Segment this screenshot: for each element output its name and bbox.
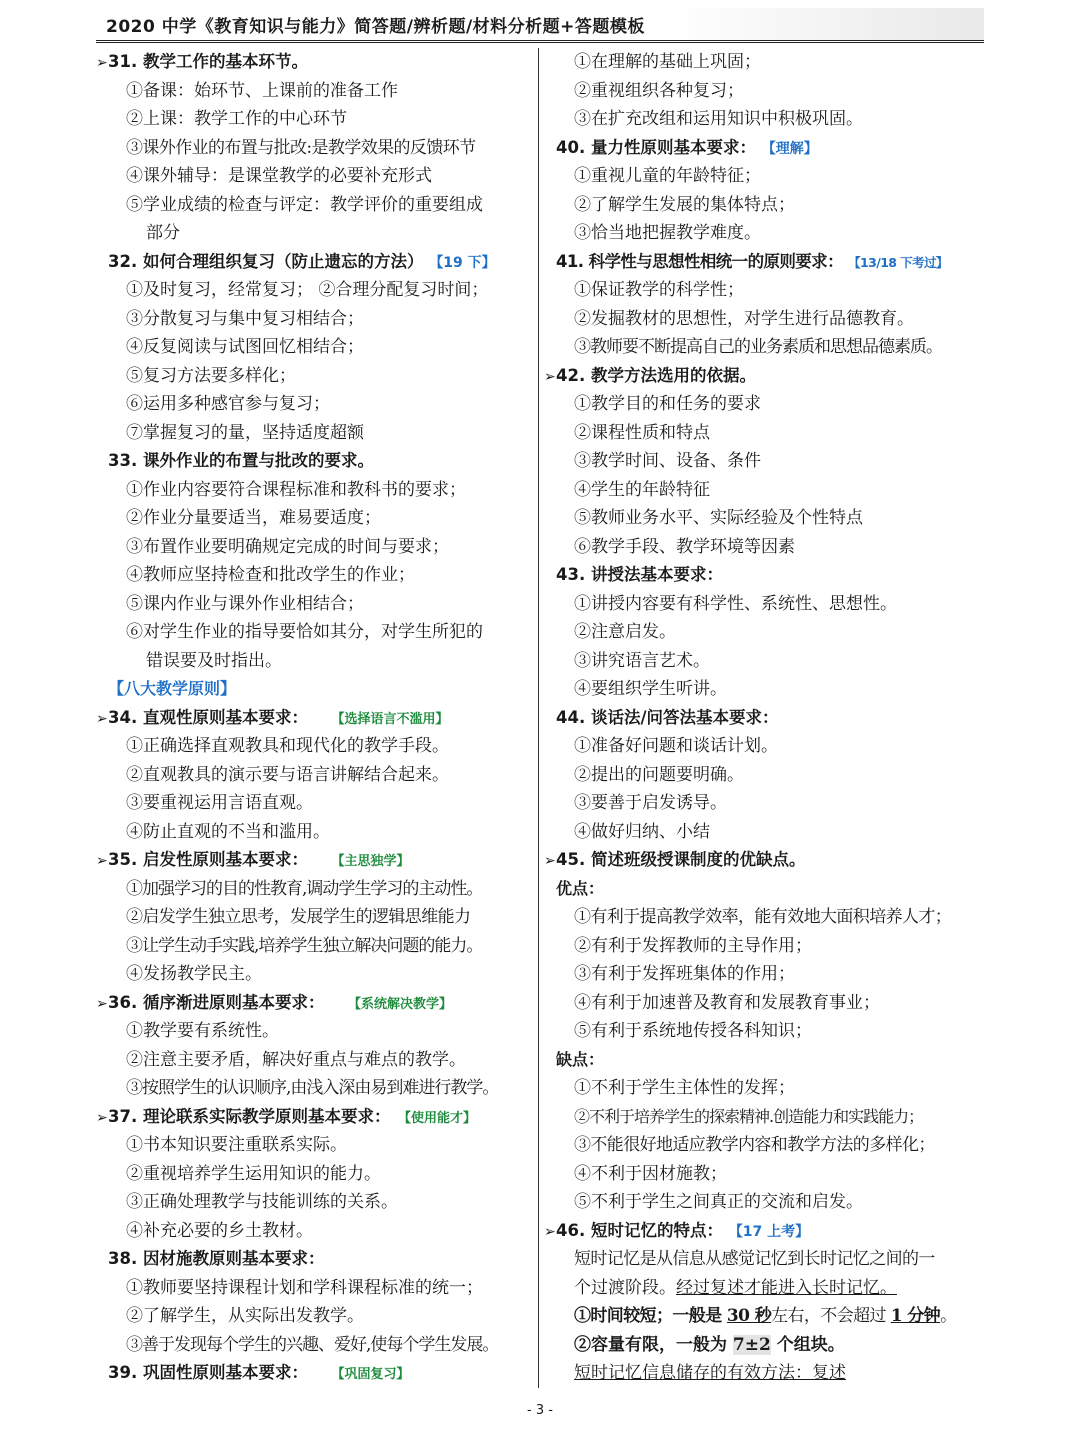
- page-number: - 3 -: [527, 1403, 553, 1418]
- list-item: ⑤学业成绩的检查与评定：教学评价的重要组成: [126, 194, 483, 215]
- list-item: ①教学要有系统性。: [126, 1021, 279, 1041]
- list-item: ③让学生动手实践,培养学生独立解决问题的能力。: [126, 935, 483, 956]
- section-tag: 【巩固复习】: [337, 1367, 410, 1382]
- list-item: ③要善于启发诱导。: [574, 793, 727, 813]
- list-item: ③布置作业要明确规定完成的时间与要求；: [126, 536, 449, 557]
- list-item: ④防止直观的不当和滥用。: [126, 821, 330, 842]
- arrow-icon: ➢: [544, 368, 556, 385]
- list-item: ①书本知识要注重联系实际。: [126, 1135, 347, 1155]
- list-item: ②上课：教学工作的中心环节: [126, 109, 347, 129]
- section-31-title: ➢31. 教学工作的基本环节。: [96, 48, 534, 77]
- list-item: ⑥运用多种感官参与复习；: [126, 394, 330, 414]
- list-item: ④有利于加速普及教育和发展教育事业；: [574, 992, 880, 1013]
- list-item: ③讲究语言艺术。: [574, 650, 710, 671]
- highlighted-text: 7±2: [732, 1334, 771, 1355]
- arrow-icon: ➢: [544, 1223, 556, 1240]
- list-item: ①准备好问题和谈话计划。: [574, 736, 778, 756]
- list-item: ①保证教学的科学性；: [574, 280, 744, 300]
- section-tag: 【系统解决教学】: [354, 996, 452, 1012]
- list-item: ②作业分量要适当，难易要适度；: [126, 508, 381, 528]
- list-item: 部分: [146, 223, 180, 243]
- memory-method: 短时记忆信息储存的有效方法：复述: [574, 1363, 846, 1383]
- list-item: ⑥教学手段、教学环境等因素: [574, 536, 795, 557]
- section-35-title: ➢35. 启发性原则基本要求： 【主思独学】: [96, 846, 534, 875]
- arrow-icon: ➢: [96, 55, 108, 71]
- list-item: ⑤课内作业与课外作业相结合；: [126, 593, 364, 614]
- list-item: ⑥对学生作业的指导要恰如其分，对学生所犯的: [126, 622, 483, 642]
- section-45-title: ➢45. 简述班级授课制度的优缺点。: [544, 846, 984, 875]
- arrow-icon: ➢: [96, 853, 108, 869]
- list-item: ①正确选择直观教具和现代化的教学手段。: [126, 736, 449, 756]
- section-tag: 【理解】: [761, 140, 818, 157]
- section-38-title: 38. 因材施教原则基本要求：: [108, 1249, 325, 1268]
- left-column: [96, 48, 534, 1388]
- section-42-title: ➢42. 教学方法选用的依据。: [544, 362, 984, 391]
- section-41-title: 41. 科学性与思想性相统一的原则要求： 【13/18 下考过】: [556, 251, 948, 271]
- list-item: ③正确处理教学与技能训练的关系。: [126, 1192, 398, 1212]
- list-item: ③不能很好地适应教学内容和教学方法的多样化；: [574, 1135, 935, 1155]
- list-item: ⑤教师业务水平、实际经验及个性特点: [574, 508, 863, 528]
- paragraph-line: 个过渡阶段。经过复述才能进入长时记忆。: [574, 1277, 897, 1298]
- list-item: ②注意启发。: [574, 622, 676, 642]
- section-33-title: 33. 课外作业的布置与批改的要求。: [108, 451, 374, 470]
- list-item: ①讲授内容要有科学性、系统性、思想性。: [574, 593, 897, 614]
- pros-label: 优点：: [556, 878, 605, 898]
- list-item: ②了解学生发展的集体特点；: [574, 194, 795, 215]
- section-tag: 【17 上考】: [728, 1223, 810, 1240]
- list-item: ④课外辅导：是课堂教学的必要补充形式: [126, 166, 432, 186]
- list-item: ①备课：始环节、上课前的准备工作: [126, 80, 398, 101]
- list-item: ②不利于培养学生的探索精神.创造能力和实践能力；: [574, 1106, 924, 1126]
- list-item: ②发掘教材的思想性，对学生进行品德教育。: [574, 308, 914, 329]
- section-36-title: ➢36. 循序渐进原则基本要求： 【系统解决教学】: [96, 989, 534, 1018]
- list-item: ②提出的问题要明确。: [574, 764, 744, 785]
- list-item: ③在扩充改组和运用知识中积极巩固。: [574, 109, 863, 129]
- list-item: ②了解学生，从实际出发教学。: [126, 1306, 364, 1326]
- header-title: 2020 中学《教育知识与能力》简答题/辨析题/材料分析题+答题模板: [106, 17, 645, 37]
- header-shade: [664, 8, 984, 40]
- list-item: ③课外作业的布置与批改:是教学效果的反馈环节: [126, 137, 476, 158]
- list-item: ①及时复习，经常复习； ②合理分配复习时间；: [126, 280, 489, 300]
- list-item: ④补充必要的乡土教材。: [126, 1220, 313, 1241]
- section-34-title: ➢34. 直观性原则基本要求： 【选择语言不滥用】: [96, 704, 534, 733]
- section-40-title: 40. 量力性原则基本要求： 【理解】: [556, 137, 818, 157]
- list-item: ③有利于发挥班集体的作用；: [574, 964, 795, 984]
- list-item: ③恰当地把握教学难度。: [574, 223, 761, 243]
- list-item: ⑤有利于系统地传授各科知识；: [574, 1021, 812, 1041]
- group-heading: 【八大教学原则】: [108, 679, 237, 698]
- list-item: ③按照学生的认识顺序,由浅入深由易到难进行教学。: [126, 1078, 499, 1098]
- list-item: ①加强学习的目的性教育,调动学生学习的主动性。: [126, 878, 483, 899]
- list-item: ④做好归纳、小结: [574, 821, 710, 842]
- paragraph-line: 短时记忆是从信息从感觉记忆到长时记忆之间的一: [574, 1249, 935, 1269]
- memory-point-1: ①时间较短；一般是 30 秒左右，不会超过 1 分钟。: [574, 1306, 957, 1326]
- list-item: ②有利于发挥教师的主导作用；: [574, 935, 812, 956]
- arrow-icon: ➢: [544, 853, 556, 869]
- cons-label: 缺点：: [556, 1049, 605, 1069]
- list-item: ①作业内容要符合课程标准和教科书的要求；: [126, 479, 466, 500]
- list-item: ③教学时间、设备、条件: [574, 451, 761, 471]
- arrow-icon: ➢: [96, 995, 108, 1012]
- list-item: ④发扬教学民主。: [126, 964, 262, 984]
- list-item: ②直观教具的演示要与语言讲解结合起来。: [126, 764, 449, 785]
- section-39-title: 39. 巩固性原则基本要求： 【巩固复习】: [108, 1363, 410, 1382]
- section-tag: 【19 下】: [429, 254, 496, 271]
- list-item: ②重视培养学生运用知识的能力。: [126, 1163, 381, 1184]
- section-tag: 【主思独学】: [337, 854, 410, 869]
- list-item: ②课程性质和特点: [574, 422, 710, 443]
- arrow-icon: ➢: [96, 1109, 108, 1126]
- list-item: ⑤不利于学生之间真正的交流和启发。: [574, 1192, 863, 1212]
- list-item: ①重视儿童的年龄特征；: [574, 166, 761, 186]
- section-tag: 【13/18 下考过】: [848, 254, 948, 270]
- underlined-text: 经过复述才能进入长时记忆。: [676, 1277, 897, 1298]
- right-column: [544, 48, 984, 1388]
- list-item: ④要组织学生听讲。: [574, 679, 727, 699]
- arrow-icon: ➢: [96, 710, 108, 727]
- list-item: ③分散复习与集中复习相结合；: [126, 308, 364, 329]
- list-item: ③要重视运用言语直观。: [126, 793, 313, 813]
- list-item: ④反复阅读与试图回忆相结合；: [126, 337, 364, 357]
- list-item: ⑤复习方法要多样化；: [126, 365, 296, 386]
- list-item: ⑦掌握复习的量，坚持适度超额: [126, 422, 364, 443]
- list-item: ②注意主要矛盾，解决好重点与难点的教学。: [126, 1049, 466, 1070]
- section-tag: 【选择语言不滥用】: [337, 711, 449, 727]
- list-item: ①不利于学生主体性的发挥；: [574, 1078, 795, 1098]
- section-44-title: 44. 谈话法/问答法基本要求：: [556, 707, 779, 727]
- list-item: 错误要及时指出。: [146, 650, 282, 671]
- page-header: [96, 8, 984, 43]
- list-item: ①在理解的基础上巩固；: [574, 52, 761, 72]
- section-tag: 【使用能才】: [404, 1110, 476, 1126]
- section-37-title: ➢37. 理论联系实际教学原则基本要求： 【使用能才】: [96, 1103, 534, 1132]
- list-item: ④学生的年龄特征: [574, 479, 710, 500]
- section-43-title: 43. 讲授法基本要求：: [556, 565, 723, 584]
- list-item: ①教学目的和任务的要求: [574, 394, 761, 414]
- list-item: ②重视组织各种复习；: [574, 80, 744, 101]
- list-item: ③善于发现每个学生的兴趣、爱好,使每个学生发展。: [126, 1334, 499, 1355]
- column-divider: [538, 48, 539, 1388]
- list-item: ①有利于提高教学效率，能有效地大面积培养人才；: [574, 907, 952, 927]
- section-32-title: 32. 如何合理组织复习（防止遗忘的方法） 【19 下】: [108, 251, 496, 271]
- list-item: ②启发学生独立思考，发展学生的逻辑思维能力: [126, 907, 471, 927]
- list-item: ③教师要不断提高自己的业务素质和思想品德素质。: [574, 337, 942, 357]
- memory-point-2: ②容量有限，一般为 7±2 个组块。: [574, 1334, 845, 1355]
- list-item: ④教师应坚持检查和批改学生的作业；: [126, 565, 415, 585]
- section-46-title: ➢46. 短时记忆的特点： 【17 上考】: [544, 1217, 984, 1246]
- list-item: ①教师要坚持课程计划和学科课程标准的统一；: [126, 1277, 483, 1298]
- list-item: ④不利于因材施教；: [574, 1163, 727, 1184]
